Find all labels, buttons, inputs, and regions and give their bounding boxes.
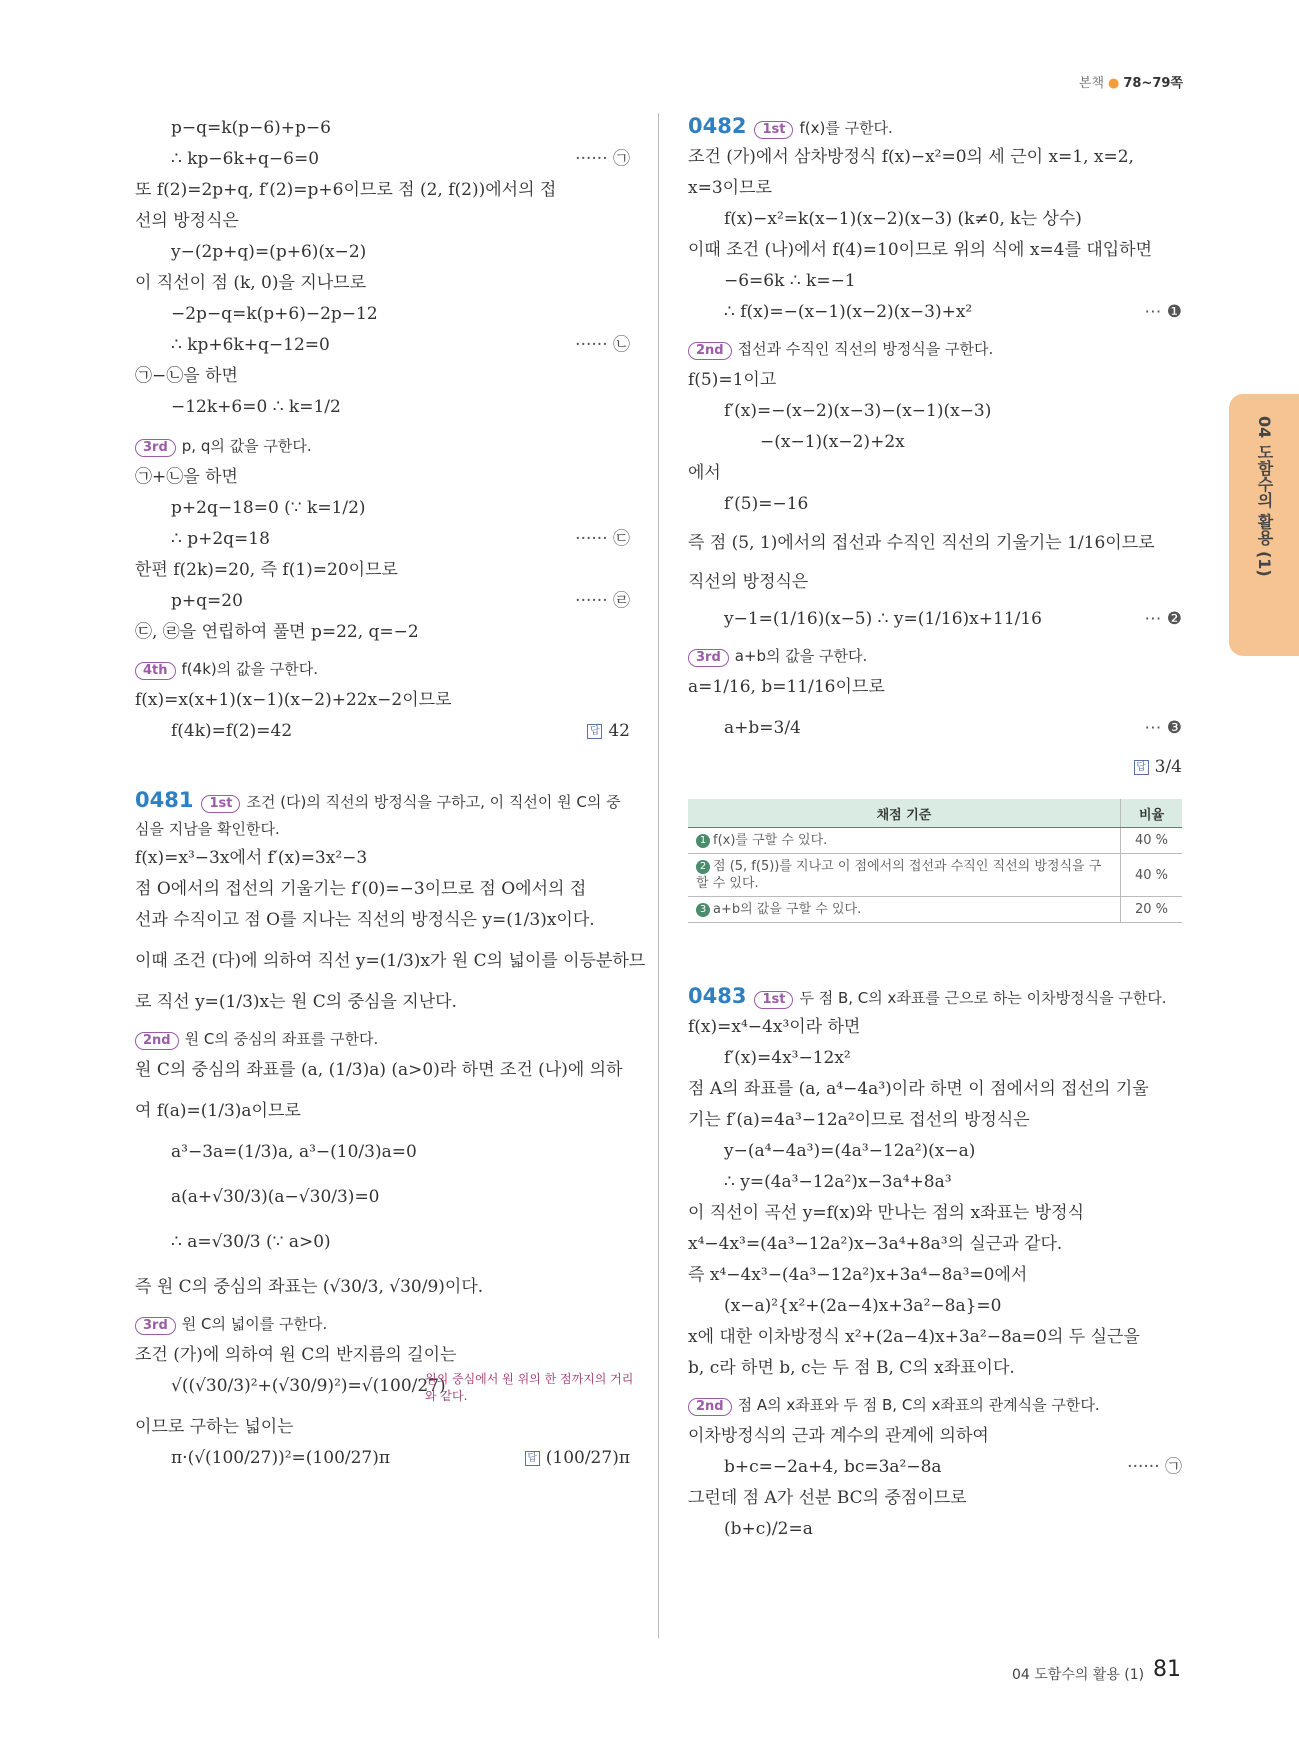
equation-line: p+2q−18=0 (∵ k=1/2) <box>171 498 366 518</box>
answer-box-icon: 답 <box>587 724 602 739</box>
page-range: 78~79쪽 <box>1123 76 1183 91</box>
footer-chapter: 04 도함수의 활용 (1) <box>1012 1667 1145 1683</box>
text-line: 이때 조건 (다)에 의하여 직선 y=(1/3)x가 원 C의 넓이를 이등분하므 <box>135 951 646 971</box>
equation-line: −2p−q=k(p+6)−2p−12 <box>171 304 378 324</box>
equation-line: f′(x)=4x³−12x² <box>724 1048 851 1068</box>
equation-line: y−1=(1/16)(x−5) ∴ y=(1/16)x+11/16 ⋯ ❷ <box>688 604 1182 635</box>
equation-line: −6=6k ∴ k=−1 <box>724 271 856 291</box>
scoring-table <box>688 799 1182 923</box>
text-line: 이 직선이 곡선 y=f(x)와 만나는 점의 x좌표는 방정식 <box>688 1203 1085 1223</box>
equation-line: p+q=20 ······ ㉣ <box>135 586 630 617</box>
step-number-icon: 2 <box>696 860 710 874</box>
table-row <box>688 854 1182 897</box>
text-line: 즉 x⁴−4x³−(4a³−12a²)x+3a⁴−8a³=0에서 <box>688 1265 1028 1285</box>
text-line: 여 f(a)=(1/3)a이므로 <box>135 1101 301 1121</box>
chapter-tab-label: 04 도함수의 활용 (1) <box>1255 416 1274 577</box>
step-badge: 2nd <box>688 1398 732 1416</box>
step-heading: 3rd 원 C의 넓이를 구한다. <box>135 1309 630 1340</box>
text-line: 점 A의 좌표를 (a, a⁴−4a³)이라 하면 이 점에서의 접선의 기울 <box>688 1079 1149 1099</box>
step-badge: 1st <box>754 991 793 1009</box>
table-header-row <box>688 799 1182 828</box>
equation-line: √((√30/3)²+(√30/9)²)=√(100/27) 원의 중심에서 원 위의 한 점까지의 거리와 같다. <box>171 1372 634 1403</box>
step-badge: 2nd <box>135 1032 179 1050</box>
text-line: x=3이므로 <box>688 178 772 198</box>
equation-line: −12k+6=0 ∴ k=1/2 <box>171 397 341 417</box>
text-line: 로 직선 y=(1/3)x는 원 C의 중심을 지난다. <box>135 992 457 1012</box>
bullet-dot-icon: ● <box>1108 76 1120 91</box>
step-number-icon: 3 <box>696 903 710 917</box>
equation-line: y−(2p+q)=(p+6)(x−2) <box>171 242 367 262</box>
table-cell: 1 f(x)를 구할 수 있다. <box>688 828 1121 854</box>
right-column <box>688 113 1182 1545</box>
equation-line: f′(x)=−(x−2)(x−3)−(x−1)(x−3) <box>724 401 992 421</box>
text-line: x에 대한 이차방정식 x²+(2a−4)x+3a²−8a=0의 두 실근을 <box>688 1327 1140 1347</box>
text-line: 이때 조건 (나)에서 f(4)=10이므로 위의 식에 x=4를 대입하면 <box>688 240 1153 260</box>
equation-line: ∴ kp−6k+q−6=0 ······ ㉠ <box>135 144 630 175</box>
text-line: 그런데 점 A가 선분 BC의 중점이므로 <box>688 1488 967 1508</box>
equation-tag: ······ ㉢ <box>575 529 630 549</box>
equation-tag: ······ ㉡ <box>575 335 630 355</box>
table-row <box>688 828 1182 854</box>
answer-mark: 답 (100/27)π <box>525 1443 630 1474</box>
table-header: 채점 기준 <box>688 799 1121 828</box>
table-cell: 40 % <box>1121 828 1183 854</box>
text-line: 조건 (가)에 의하여 원 C의 반지름의 길이는 <box>135 1345 457 1365</box>
text-line: b, c라 하면 b, c는 두 점 B, C의 x좌표이다. <box>688 1358 1015 1378</box>
text-line: f(x)=x³−3x에서 f′(x)=3x²−3 <box>135 848 368 868</box>
equation-line: ∴ kp+6k+q−12=0 ······ ㉡ <box>135 330 630 361</box>
step-badge: 3rd <box>135 439 176 457</box>
chapter-side-tab[interactable] <box>1229 394 1299 656</box>
text-line: 또 f(2)=2p+q, f′(2)=p+6이므로 점 (2, f(2))에서의 접 <box>135 180 557 200</box>
step-heading: 2nd 점 A의 x좌표와 두 점 B, C의 x좌표의 관계식을 구한다. <box>688 1390 1182 1421</box>
score-mark: ⋯ ❶ <box>1144 302 1182 322</box>
text-line: 점 O에서의 접선의 기울기는 f′(0)=−3이므로 점 O에서의 접 <box>135 879 587 899</box>
text-line: x⁴−4x³=(4a³−12a²)x−3a⁴+8a³의 실근과 같다. <box>688 1234 1063 1254</box>
problem-0483-heading: 0483 1st 두 점 B, C의 x좌표를 근으로 하는 이차방정식을 구한다. <box>688 984 1167 1008</box>
text-line: 이므로 구하는 넓이는 <box>135 1417 294 1437</box>
margin-note: 원의 중심에서 원 위의 한 점까지의 거리와 같다. <box>425 1372 634 1403</box>
book-label: 본책 <box>1078 76 1105 91</box>
text-line: ㉠+㉡을 하면 <box>135 467 238 487</box>
table-header: 비율 <box>1121 799 1183 828</box>
score-mark: ⋯ ❸ <box>1144 718 1182 738</box>
left-column <box>135 113 646 1474</box>
step-heading: 4th f(4k)의 값을 구한다. <box>135 654 630 685</box>
score-mark: ⋯ ❷ <box>1144 609 1182 629</box>
step-badge: 1st <box>754 121 793 139</box>
step-badge: 2nd <box>688 342 732 360</box>
text-line: f(5)=1이고 <box>688 370 777 390</box>
step-heading: 2nd 접선과 수직인 직선의 방정식을 구한다. <box>688 334 1182 365</box>
equation-line: b+c=−2a+4, bc=3a²−8a ······ ㉠ <box>688 1452 1182 1483</box>
text-line: 선과 수직이고 점 O를 지나는 직선의 방정식은 y=(1/3)x이다. <box>135 910 595 930</box>
equation-tag: ······ ㉣ <box>575 591 630 611</box>
problem-number: 0483 <box>688 984 747 1008</box>
step-badge: 3rd <box>688 649 729 667</box>
step-badge: 4th <box>135 662 176 680</box>
answer-box-icon: 답 <box>525 1451 540 1466</box>
equation-line: ∴ a=√30/3 (∵ a>0) <box>171 1232 331 1252</box>
answer-mark: 답 3/4 <box>1134 752 1182 783</box>
equation-tag: ······ ㉠ <box>575 149 630 169</box>
problem-number: 0482 <box>688 114 747 138</box>
equation-line: −(x−1)(x−2)+2x <box>760 432 905 452</box>
step-heading: 3rd a+b의 값을 구한다. <box>688 641 1182 672</box>
table-cell: 3 a+b의 값을 구할 수 있다. <box>688 897 1121 923</box>
equation-line: f′(5)=−16 <box>724 494 809 514</box>
table-cell: 40 % <box>1121 854 1183 897</box>
text-line: ㉢, ㉣을 연립하여 풀면 p=22, q=−2 <box>135 622 419 642</box>
equation-line: p−q=k(p−6)+p−6 <box>171 118 331 138</box>
text-line: 즉 원 C의 중심의 좌표는 (√30/3, √30/9)이다. <box>135 1277 484 1297</box>
text-line: 이 직선이 점 (k, 0)을 지나므로 <box>135 273 367 293</box>
equation-line: ∴ p+2q=18 ······ ㉢ <box>135 524 630 555</box>
equation-line: (x−a)²{x²+(2a−4)x+3a²−8a}=0 <box>724 1296 1002 1316</box>
text-line: 원 C의 중심의 좌표를 (a, (1/3)a) (a>0)라 하면 조건 (나)에 의하 <box>135 1060 623 1080</box>
text-line: 기는 f′(a)=4a³−12a²이므로 접선의 방정식은 <box>688 1110 1030 1130</box>
equation-line: (b+c)/2=a <box>724 1519 813 1539</box>
text-line: ㉠−㉡을 하면 <box>135 366 238 386</box>
text-line: 이차방정식의 근과 계수의 관계에 의하여 <box>688 1426 989 1446</box>
text-line: 조건 (가)에서 삼차방정식 f(x)−x²=0의 세 근이 x=1, x=2, <box>688 147 1134 167</box>
answer-box-icon: 답 <box>1134 760 1149 775</box>
page-reference <box>1079 72 1183 91</box>
equation-line: a+b=3/4 ⋯ ❸ <box>688 713 1182 744</box>
text-line: 직선의 방정식은 <box>688 572 809 592</box>
equation-line: a³−3a=(1/3)a, a³−(10/3)a=0 <box>171 1142 417 1162</box>
equation-line: a(a+√30/3)(a−√30/3)=0 <box>171 1187 380 1207</box>
problem-0481-heading: 0481 1st 조건 (다)의 직선의 방정식을 구하고, 이 직선이 원 C의 중심을 지남을 확인한다. <box>135 788 621 838</box>
equation-line: ∴ y=(4a³−12a²)x−3a⁴+8a³ <box>724 1172 952 1192</box>
text-line: f(x)=x⁴−4x³이라 하면 <box>688 1017 861 1037</box>
text-line: 즉 점 (5, 1)에서의 접선과 수직인 직선의 기울기는 1/16이므로 <box>688 533 1155 553</box>
step-badge: 3rd <box>135 1317 176 1335</box>
text-line: 에서 <box>688 463 721 483</box>
problem-number: 0481 <box>135 788 194 812</box>
step-badge: 1st <box>201 795 240 813</box>
column-divider <box>658 113 659 1638</box>
step-heading: 3rd p, q의 값을 구한다. <box>135 431 630 462</box>
step-number-icon: 1 <box>696 834 710 848</box>
step-heading: 2nd 원 C의 중심의 좌표를 구한다. <box>135 1024 630 1055</box>
text-line: f(x)=x(x+1)(x−1)(x−2)+22x−2이므로 <box>135 690 452 710</box>
equation-line: π·(√(100/27))²=(100/27)π 답 (100/27)π <box>135 1443 630 1474</box>
equation-line: ∴ f(x)=−(x−1)(x−2)(x−3)+x² ⋯ ❶ <box>688 297 1182 328</box>
page-number: 81 <box>1153 1657 1181 1682</box>
text-line: a=1/16, b=11/16이므로 <box>688 677 885 697</box>
problem-0482-heading: 0482 1st f(x)를 구한다. <box>688 114 893 138</box>
text-line: 한편 f(2k)=20, 즉 f(1)=20이므로 <box>135 560 398 580</box>
table-row <box>688 897 1182 923</box>
equation-tag: ······ ㉠ <box>1127 1457 1182 1477</box>
equation-line: y−(a⁴−4a³)=(4a³−12a²)(x−a) <box>724 1141 976 1161</box>
equation-line: f(4k)=f(2)=42 답 42 <box>135 716 630 747</box>
text-line: 선의 방정식은 <box>135 211 239 231</box>
answer-line <box>688 752 1182 783</box>
equation-line: f(x)−x²=k(x−1)(x−2)(x−3) (k≠0, k는 상수) <box>724 209 1082 229</box>
table-cell: 20 % <box>1121 897 1183 923</box>
answer-mark: 답 42 <box>587 716 630 747</box>
table-cell: 2 점 (5, f(5))를 지나고 이 점에서의 접선과 수직인 직선의 방정식을 구할 수 있다. <box>688 854 1121 897</box>
